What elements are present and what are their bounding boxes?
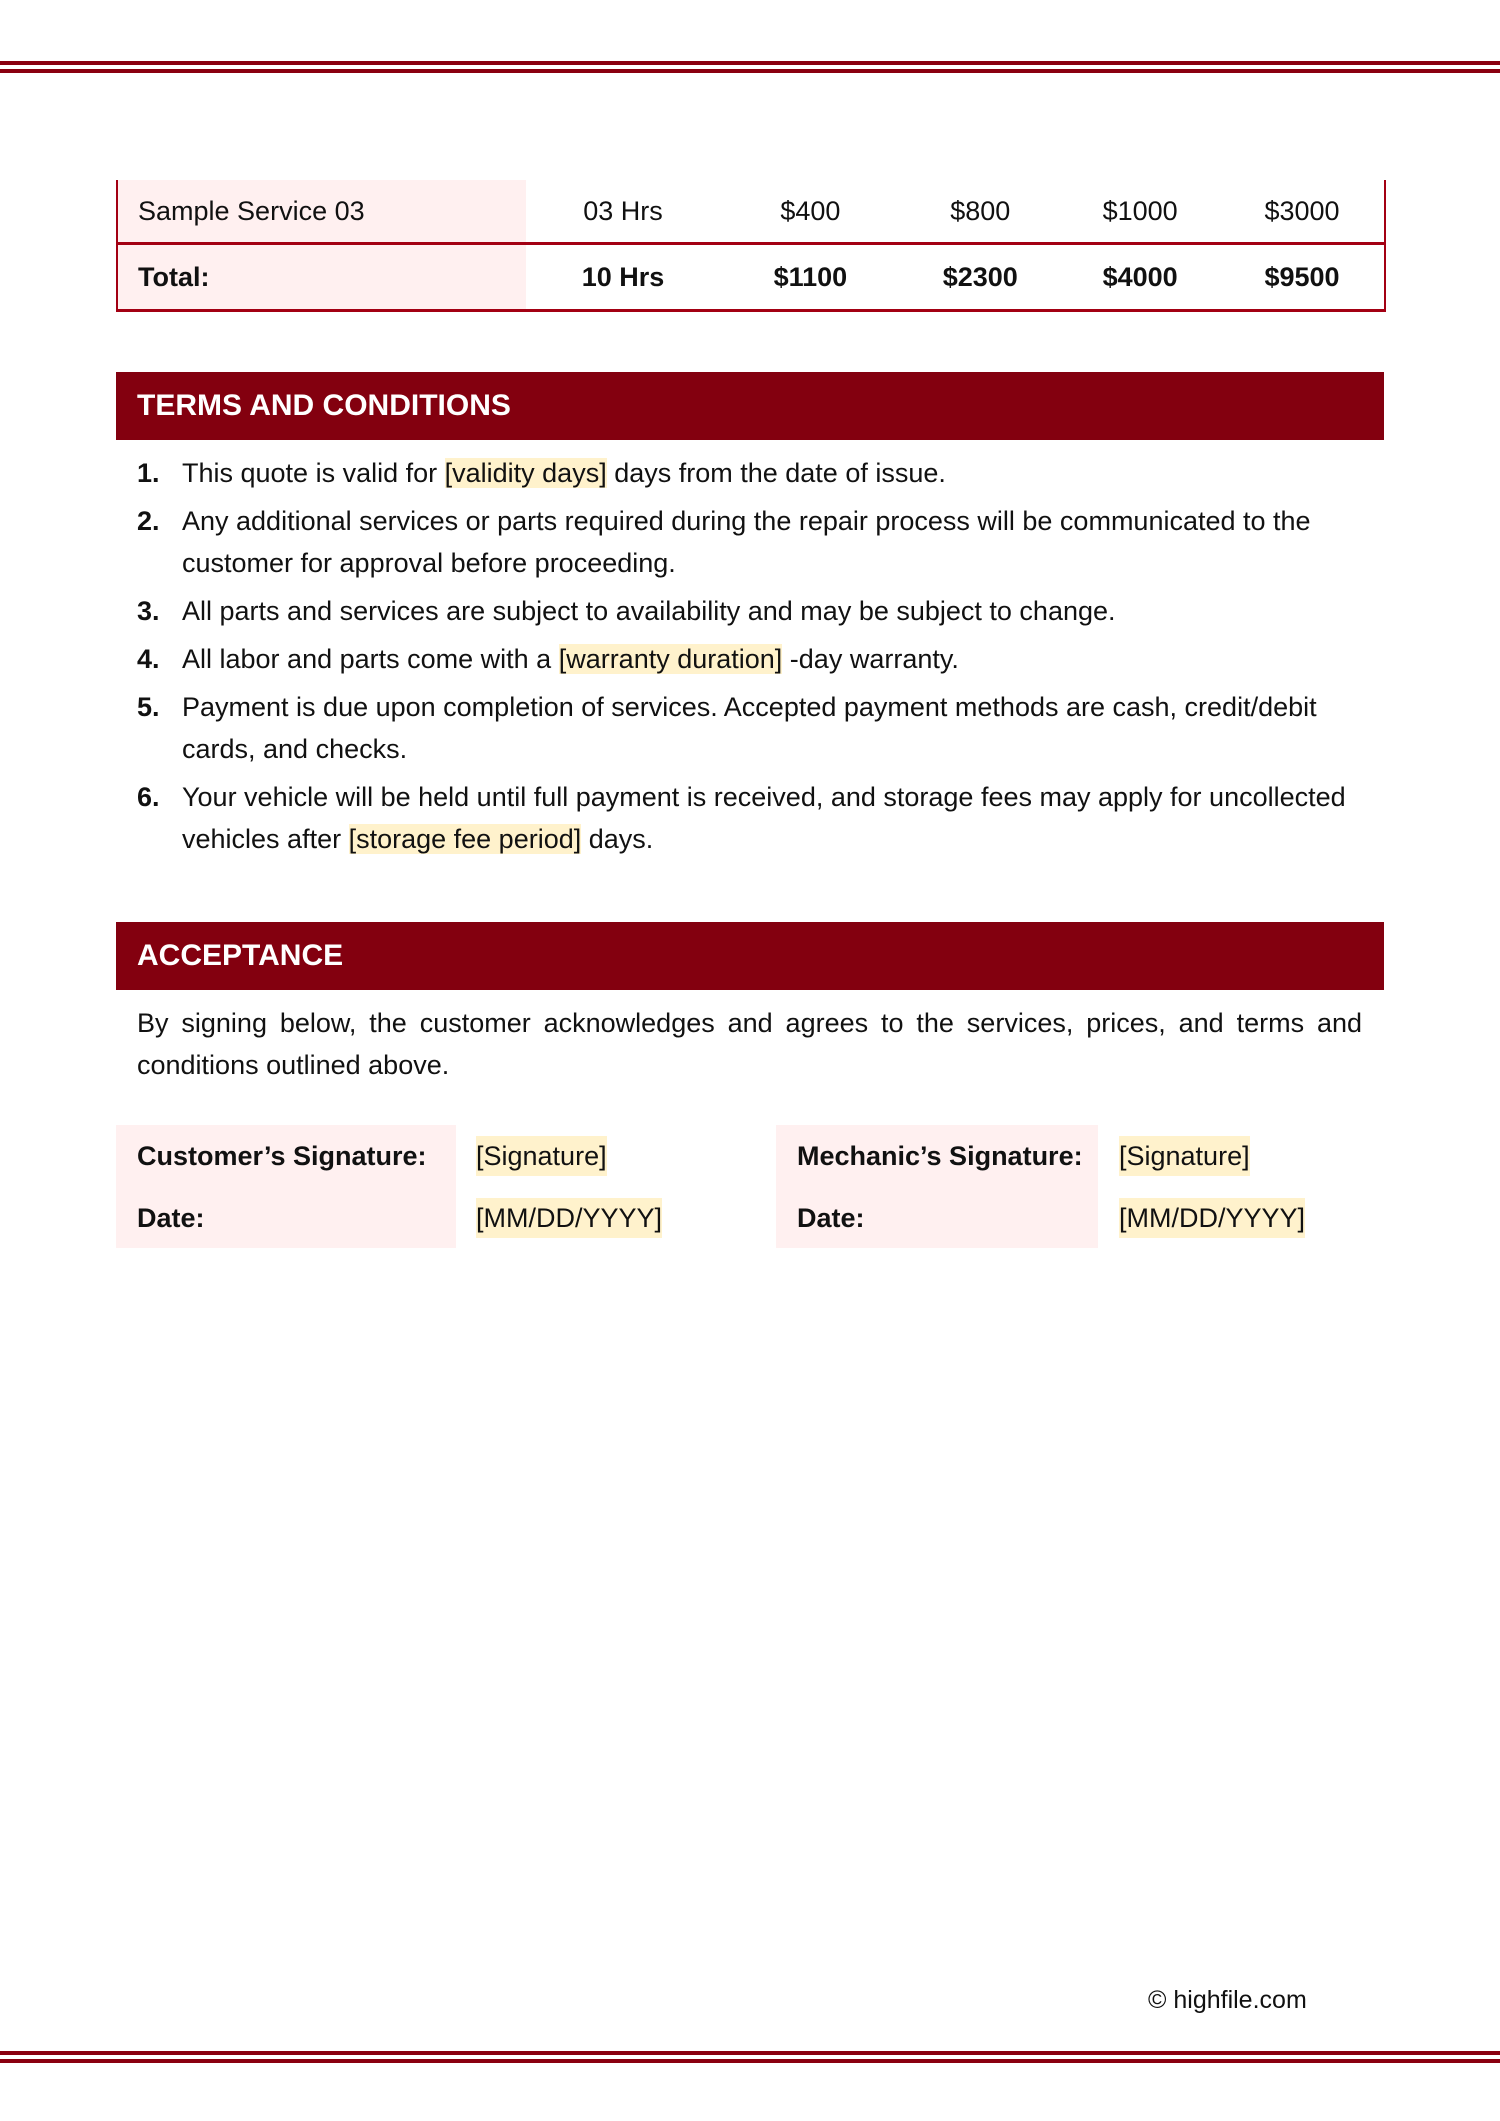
list-item — [116, 686, 1366, 770]
copyright-footer[interactable]: © highfile.com — [1148, 1986, 1307, 2014]
term-text: Your vehicle will be held until full payment is received, and storage fees may apply for uncollected vehicles after — [182, 782, 1346, 854]
customer-signature-labels — [116, 1125, 456, 1248]
term-text: This quote is valid for — [182, 458, 445, 488]
total-price-cell: $4000 — [1060, 244, 1220, 311]
placeholder-field[interactable]: [warranty duration] — [558, 644, 783, 674]
list-item — [116, 638, 1366, 680]
term-text: days. — [581, 824, 654, 854]
total-label-cell: Total: — [117, 244, 526, 311]
total-price-cell: $9500 — [1220, 244, 1385, 311]
top-rule-upper — [0, 61, 1500, 65]
placeholder-field[interactable]: [validity days] — [444, 458, 607, 488]
list-item-number: 1. — [137, 458, 160, 488]
list-item — [116, 590, 1366, 632]
mechanic-date-field[interactable]: [MM/DD/YYYY] — [1119, 1198, 1305, 1238]
total-row — [117, 244, 1385, 311]
price-cell: $400 — [780, 195, 841, 226]
price-cell: $1000 — [1102, 195, 1178, 226]
acceptance-heading: ACCEPTANCE — [116, 922, 1384, 990]
services-table — [116, 180, 1386, 312]
list-item-number: 6. — [137, 782, 160, 812]
mechanic-signature-label: Mechanic’s Signature: — [797, 1141, 1083, 1171]
term-text: days from the date of issue. — [606, 458, 946, 488]
list-item — [116, 500, 1366, 584]
term-text: All parts and services are subject to availability and may be subject to change. — [182, 596, 1116, 626]
bottom-rule-lower — [0, 2059, 1500, 2063]
terms-heading: TERMS AND CONDITIONS — [116, 372, 1384, 440]
list-item — [116, 776, 1366, 860]
list-item-number: 2. — [137, 506, 160, 536]
bottom-rule-upper — [0, 2051, 1500, 2055]
list-item-number: 5. — [137, 692, 160, 722]
term-text: All labor and parts come with a — [182, 644, 559, 674]
list-item-number: 4. — [137, 644, 160, 674]
customer-signature-label: Customer’s Signature: — [137, 1141, 427, 1171]
total-price-cell: $1100 — [720, 244, 900, 311]
table-row — [117, 180, 1385, 244]
price-cell: $3000 — [1264, 195, 1340, 226]
price-cell: $800 — [950, 195, 1011, 226]
total-hours-cell: 10 Hrs — [526, 244, 721, 311]
terms-list — [116, 452, 1366, 866]
top-rule-lower — [0, 69, 1500, 73]
customer-signature-field[interactable]: [Signature] — [476, 1136, 607, 1176]
mechanic-signature-field[interactable]: [Signature] — [1119, 1136, 1250, 1176]
total-price-cell: $2300 — [900, 244, 1060, 311]
list-item — [116, 452, 1366, 494]
service-name-cell: Sample Service 03 — [117, 180, 526, 244]
term-text: -day warranty. — [782, 644, 959, 674]
term-text: Any additional services or parts required during the repair process will be communicated to the customer for approval before proceeding. — [182, 506, 1311, 578]
customer-date-label: Date: — [137, 1203, 205, 1233]
hours-cell: 03 Hrs — [583, 195, 663, 226]
customer-date-field[interactable]: [MM/DD/YYYY] — [476, 1198, 662, 1238]
placeholder-field[interactable]: [storage fee period] — [348, 824, 582, 854]
list-item-number: 3. — [137, 596, 160, 626]
mechanic-signature-labels — [776, 1125, 1098, 1248]
term-text: Payment is due upon completion of services. Accepted payment methods are cash, credit/debit cards, and checks. — [182, 692, 1317, 764]
mechanic-date-label: Date: — [797, 1203, 865, 1233]
acceptance-text: By signing below, the customer acknowledges and agrees to the services, prices, and terms and conditions outlined above. — [137, 1008, 1362, 1080]
